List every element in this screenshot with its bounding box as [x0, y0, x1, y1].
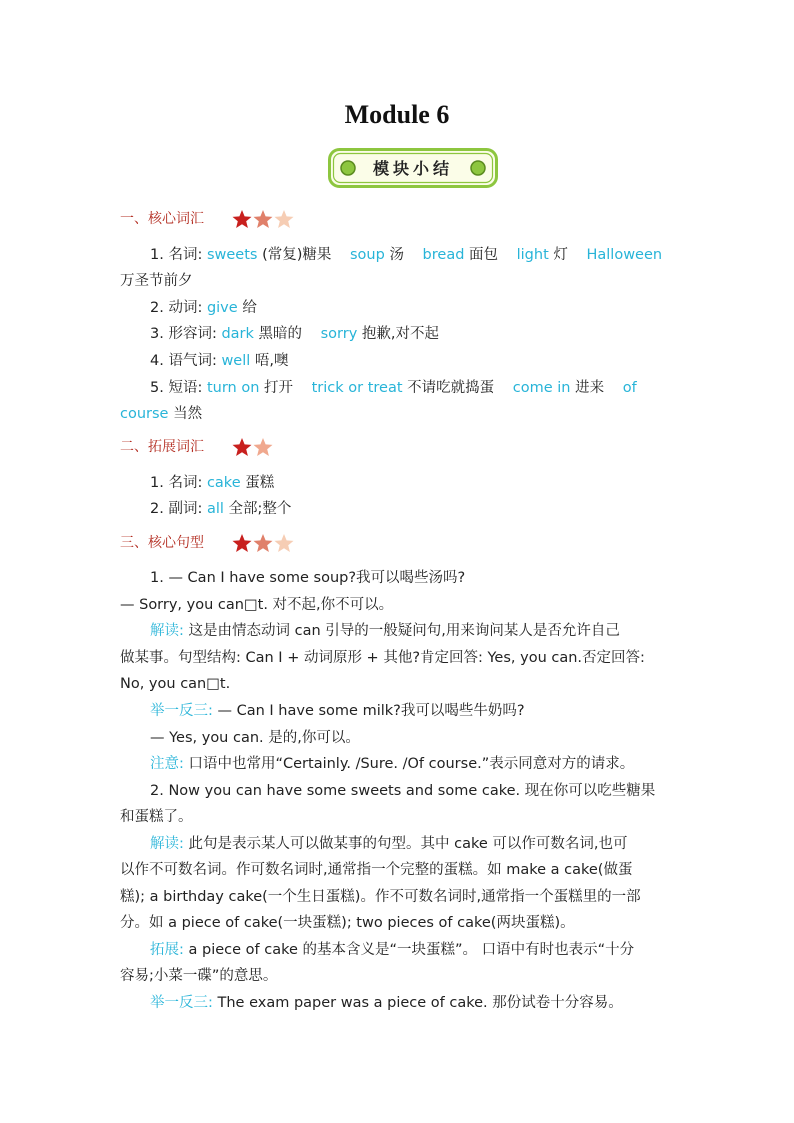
sentence-line: 和蛋糕了。 [120, 809, 193, 825]
core-vocab-line-2 [150, 297, 257, 319]
note-text: — Can I have some milk?我可以喝些牛奶吗? [212, 703, 525, 719]
page-title: Module 6 [344, 100, 450, 129]
explanation-line: 以作不可数名词。作可数名词时,通常指一个完整的蛋糕。如 make a cake(做蛋 [120, 862, 633, 878]
sentence-line: 1. — Can I have some soup?我可以喝些汤吗? [150, 570, 466, 586]
line-prefix: 2. 动词: [150, 300, 203, 316]
vocab-translation: 汤 [389, 247, 404, 263]
vocab-word: all [206, 501, 224, 517]
vocab-translation: 打开 [264, 380, 294, 396]
note-text: a piece of cake 的基本含义是“一块蛋糕”。 口语中有时也表示“十分 [183, 942, 635, 958]
explanation-line [150, 620, 620, 642]
rating-stars-icon [232, 208, 302, 230]
core-vocab-line-5 [150, 377, 637, 399]
ext-vocab-line-2 [150, 498, 291, 520]
line-prefix: 3. 形容词: [150, 326, 217, 342]
badge-label: 模块小结 [372, 159, 453, 178]
vocab-word: turn on [206, 380, 260, 396]
explanation-line: 分。如 a piece of cake(一块蛋糕); two pieces of cake(两块蛋糕)。 [120, 915, 575, 931]
section-heading-core-sentences: 三、核心句型 [120, 535, 204, 551]
vocab-word: Halloween [586, 247, 663, 263]
core-vocab-line-4 [150, 350, 289, 372]
rating-stars-icon [232, 532, 302, 554]
note-label: 举一反三: [150, 995, 213, 1011]
line-prefix: 4. 语气词: [150, 353, 217, 369]
line-prefix: 1. 名词: [150, 475, 203, 491]
core-vocab-line-5-cont [120, 403, 202, 425]
vocab-word: dark [221, 326, 254, 342]
vocab-translation: 灯 [553, 247, 568, 263]
note-label: 解读: [150, 623, 184, 639]
rating-stars-icon [232, 436, 282, 458]
note-text: 此句是表示某人可以做某事的句型。其中 cake 可以作可数名词,也可 [183, 836, 628, 852]
vocab-translation: (常复)糖果 [262, 247, 332, 263]
note-line [150, 753, 634, 775]
sentence-line: 2. Now you can have some sweets and some cake. 现在你可以吃些糖果 [150, 783, 656, 799]
sentence-line: — Sorry, you can□t. 对不起,你不可以。 [120, 597, 394, 613]
vocab-word: soup [350, 247, 385, 263]
extension-line: 容易;小菜一碟”的意思。 [120, 968, 278, 984]
ext-vocab-line-1 [150, 472, 274, 494]
explanation-line: 做某事。句型结构: Can I + 动词原形 + 其他?肯定回答: Yes, you can.否定回答: [120, 650, 645, 666]
line-prefix: 1. 名词: [150, 247, 203, 263]
vocab-translation: 唔,噢 [254, 353, 289, 369]
note-label: 拓展: [150, 942, 184, 958]
vocab-word: come in [512, 380, 571, 396]
note-label: 解读: [150, 836, 184, 852]
vocab-word: bread [422, 247, 465, 263]
vocab-translation: 当然 [173, 406, 203, 422]
explanation-line: No, you can□t. [120, 676, 231, 692]
explanation-line [150, 833, 627, 855]
vocab-translation: 进来 [575, 380, 605, 396]
vocab-word: sorry [320, 326, 358, 342]
note-text: The exam paper was a piece of cake. 那份试卷十分容易。 [212, 995, 623, 1011]
vocab-word: well [221, 353, 251, 369]
line-prefix: 5. 短语: [150, 380, 203, 396]
vocab-translation: 面包 [469, 247, 499, 263]
section-heading-core-vocab: 一、核心词汇 [120, 211, 204, 227]
explanation-line: 糕); a birthday cake(一个生日蛋糕)。作不可数名词时,通常指一个蛋糕里的一部 [120, 889, 641, 905]
vocab-word: give [206, 300, 238, 316]
extension-line [150, 939, 634, 961]
vocab-word: of [622, 380, 637, 396]
vocab-word: light [516, 247, 549, 263]
section-heading-ext-vocab: 二、拓展词汇 [120, 439, 204, 455]
vocab-translation: 万圣节前夕 [120, 273, 193, 289]
vocab-word: course [120, 406, 169, 422]
vocab-translation: 不请吃就捣蛋 [407, 380, 495, 396]
line-prefix: 2. 副词: [150, 501, 203, 517]
core-vocab-line-1-cont [120, 270, 193, 292]
note-label: 举一反三: [150, 703, 213, 719]
example-line [150, 700, 525, 722]
example-line [150, 992, 623, 1014]
vocab-translation: 蛋糕 [245, 475, 275, 491]
vocab-word: cake [206, 475, 241, 491]
module-summary-badge [328, 148, 498, 188]
vocab-translation: 给 [242, 300, 257, 316]
vocab-translation: 全部;整个 [228, 501, 292, 517]
vocab-translation: 抱歉,对不起 [361, 326, 440, 342]
note-label: 注意: [150, 756, 184, 772]
example-line: — Yes, you can. 是的,你可以。 [150, 730, 360, 746]
vocab-word: trick or treat [311, 380, 403, 396]
note-text: 这是由情态动词 can 引导的一般疑问句,用来询问某人是否允许自己 [183, 623, 620, 639]
vocab-translation: 黑暗的 [258, 326, 303, 342]
core-vocab-line-3 [150, 323, 439, 345]
note-text: 口语中也常用“Certainly. /Sure. /Of course.”表示同意对方的请求。 [183, 756, 635, 772]
vocab-word: sweets [206, 247, 258, 263]
core-vocab-line-1 [150, 244, 662, 266]
